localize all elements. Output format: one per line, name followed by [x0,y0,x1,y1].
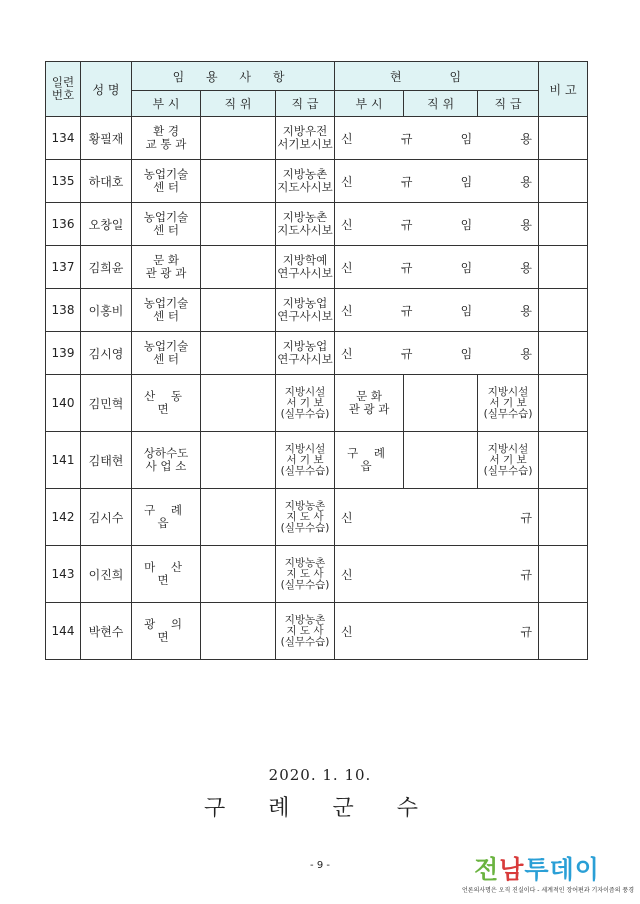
cell-line: 연구사시보 [277,266,333,280]
serial-cell: 139 [46,332,81,375]
cur-dept-cell [335,375,404,432]
status-char: 신 [341,303,353,318]
cell-line: 구 례 읍 [144,503,188,530]
cell-line: 문 화 [356,389,382,403]
status-char: 규 [400,260,413,275]
remarks-cell [539,160,588,203]
cell-line: 지 도 사 [286,567,324,580]
remarks-cell [539,489,588,546]
table-row [46,489,588,546]
current-status [335,345,538,362]
status-char: 신 [341,131,353,146]
dept-cell [132,117,201,160]
cell-line: 지방우전 [282,124,328,138]
table-row [46,289,588,332]
table-row [46,117,588,160]
remarks-cell [539,203,588,246]
cell-line: 농업기술 [143,339,189,353]
cell-line: 지방농촌 [284,499,326,512]
serial-cell: 141 [46,432,81,489]
status-char: 신 [341,510,353,525]
cell-line: 지방시설 [487,385,529,398]
cell-line: 센 터 [153,223,179,237]
serial-cell: 142 [46,489,81,546]
current-status [335,509,538,526]
header-serial [46,62,81,117]
serial-cell: 138 [46,289,81,332]
position-cell [201,603,276,660]
cell-line: 센 터 [153,180,179,194]
status-char: 용 [520,260,533,275]
position-cell [201,332,276,375]
current-cell [335,603,539,660]
dept-cell [132,489,201,546]
grade-cell [276,160,335,203]
cell-line: 연구사시보 [277,352,333,366]
grade-cell [276,375,335,432]
name-cell: 김민혁 [81,375,132,432]
cell-line: 연구사시보 [277,309,333,323]
header-cur-grade: 직 급 [478,91,539,117]
cell-line: (실무수습) [483,464,533,477]
current-status [335,216,538,233]
cur-grade-cell [478,375,539,432]
status-char: 규 [400,217,413,232]
status-char: 규 [400,303,413,318]
remarks-cell [539,603,588,660]
table-row [46,432,588,489]
cell-line: 관 광 과 [145,266,187,280]
cell-line: 지방시설 [284,442,326,455]
status-char: 임 [460,303,473,318]
cell-line: 지방농촌 [282,167,328,181]
position-cell [201,289,276,332]
header-cur-position: 직 위 [404,91,478,117]
cell-line: 서 기 보 [286,453,324,466]
dept-cell [132,160,201,203]
position-cell [201,246,276,289]
dept-cell [132,246,201,289]
current-status [335,259,538,276]
current-cell [335,332,539,375]
serial-cell: 144 [46,603,81,660]
grade-cell [276,332,335,375]
header-appointment: 임 용 사 항 [132,62,335,91]
cur-position-cell [404,375,478,432]
status-char: 신 [341,174,353,189]
status-char: 임 [460,131,473,146]
cell-line: (실무수습) [280,521,330,534]
name-cell: 이진희 [81,546,132,603]
serial-cell: 136 [46,203,81,246]
remarks-cell [539,332,588,375]
cell-line: 지방시설 [487,442,529,455]
current-cell [335,546,539,603]
status-char: 규 [400,346,413,361]
status-char: 규 [520,624,533,639]
cell-line: (실무수습) [483,407,533,420]
cur-position-cell [404,432,478,489]
cell-line: 지도사시보 [277,180,333,194]
status-char: 신 [341,346,353,361]
name-cell: 김시영 [81,332,132,375]
serial-cell: 135 [46,160,81,203]
cell-line: (실무수습) [280,407,330,420]
status-char: 용 [520,303,533,318]
header-serial-top: 일련 [51,75,75,89]
serial-cell: 143 [46,546,81,603]
dept-cell [132,203,201,246]
header-cur-dept: 부 시 [335,91,404,117]
status-char: 임 [460,346,473,361]
position-cell [201,117,276,160]
remarks-cell [539,546,588,603]
cell-line: 지방농업 [282,296,328,310]
cell-line: 구 례 읍 [347,446,391,473]
cell-line: 관 광 과 [348,402,390,416]
grade-cell [276,546,335,603]
cell-line: 지방학예 [282,253,328,267]
grade-cell [276,117,335,160]
header-remarks: 비 고 [539,62,588,117]
status-char: 용 [520,346,533,361]
status-char: 신 [341,567,353,582]
table-row [46,603,588,660]
remarks-cell [539,246,588,289]
current-cell [335,246,539,289]
cell-line: 지방농업 [282,339,328,353]
cell-line: (실무수습) [280,635,330,648]
header-serial-bottom: 번호 [51,88,75,102]
position-cell [201,432,276,489]
cell-line: 농업기술 [143,167,189,181]
page-number: - 9 - [310,860,330,871]
cell-line: 농업기술 [143,296,189,310]
issue-date: 2020. 1. 10. [268,766,372,784]
dept-cell [132,332,201,375]
cell-line: (실무수습) [280,464,330,477]
table-row [46,546,588,603]
remarks-cell [539,289,588,332]
name-cell: 김희윤 [81,246,132,289]
header-dept: 부 시 [132,91,201,117]
status-char: 규 [400,131,413,146]
current-cell [335,117,539,160]
grade-cell [276,246,335,289]
remarks-cell [539,375,588,432]
position-cell [201,375,276,432]
position-cell [201,489,276,546]
cell-line: 서 기 보 [286,396,324,409]
status-char: 용 [520,131,533,146]
name-cell: 박현수 [81,603,132,660]
status-char: 신 [341,217,353,232]
cell-line: 센 터 [153,352,179,366]
current-status [335,566,538,583]
dept-cell [132,603,201,660]
status-char: 용 [520,217,533,232]
current-status [335,130,538,147]
dept-cell [132,289,201,332]
position-cell [201,160,276,203]
cur-dept-cell [335,432,404,489]
header-name: 성 명 [81,62,132,117]
cell-line: 상하수도 [143,446,189,460]
grade-cell [276,289,335,332]
cur-grade-cell [478,432,539,489]
current-cell [335,203,539,246]
current-cell [335,489,539,546]
logo-tagline: 언론의사명은 오직 진실이다 - 세계적인 장어편과 기자이즘의 풍경 [462,887,635,894]
dept-cell [132,546,201,603]
grade-cell [276,432,335,489]
remarks-cell [539,432,588,489]
cell-line: 지방농촌 [284,613,326,626]
status-char: 신 [341,260,353,275]
dept-cell [132,432,201,489]
cell-line: 사 업 소 [145,459,187,473]
cell-line: 센 터 [153,309,179,323]
table-row [46,375,588,432]
newspaper-logo [462,855,635,894]
position-cell [201,203,276,246]
current-status [335,173,538,190]
status-char: 임 [460,174,473,189]
status-char: 임 [460,260,473,275]
cell-line: 지 도 사 [286,510,324,523]
remarks-cell [539,117,588,160]
cell-line: 지 도 사 [286,624,324,637]
status-char: 신 [341,624,353,639]
cell-line: 환 경 [153,124,179,138]
header-row-1 [46,62,588,91]
cell-line: 서기보시보 [277,137,333,151]
status-char: 용 [520,174,533,189]
logo-wordmark [462,856,612,884]
status-char: 규 [520,567,533,582]
cell-line: 마 산 면 [144,560,188,587]
name-cell: 김시수 [81,489,132,546]
cell-line: 지방농촌 [284,556,326,569]
table-row [46,160,588,203]
dept-cell [132,375,201,432]
cell-line: 교 통 과 [145,137,187,151]
table-row [46,332,588,375]
status-char: 규 [400,174,413,189]
cell-line: 서 기 보 [489,396,527,409]
position-cell [201,546,276,603]
cell-line: 지도사시보 [277,223,333,237]
name-cell: 황필재 [81,117,132,160]
cell-line: 지방시설 [284,385,326,398]
status-char: 임 [460,217,473,232]
header-current: 현 임 [335,62,539,91]
serial-cell: 140 [46,375,81,432]
grade-cell [276,603,335,660]
name-cell: 하대호 [81,160,132,203]
issuer-name: 구 례 군 수 [204,796,436,821]
header-grade: 직 급 [276,91,335,117]
current-cell [335,160,539,203]
name-cell: 오창일 [81,203,132,246]
cell-line: 문 화 [153,253,179,267]
cell-line: 지방농촌 [282,210,328,224]
logo-text-3: 투데이 [524,855,600,884]
header-position: 직 위 [201,91,276,117]
grade-cell [276,203,335,246]
logo-text-2: 남 [499,855,525,884]
table-row [46,246,588,289]
serial-cell: 134 [46,117,81,160]
logo-text-1: 전 [474,855,500,884]
current-status [335,302,538,319]
serial-cell: 137 [46,246,81,289]
current-cell [335,289,539,332]
cell-line: 산 동 면 [144,389,188,416]
cell-line: 광 의 면 [144,617,188,644]
status-char: 규 [520,510,533,525]
appointment-table [45,61,588,660]
cell-line: 서 기 보 [489,453,527,466]
cell-line: 농업기술 [143,210,189,224]
table-row [46,203,588,246]
current-status [335,623,538,640]
name-cell: 이홍비 [81,289,132,332]
cell-line: (실무수습) [280,578,330,591]
name-cell: 김태현 [81,432,132,489]
grade-cell [276,489,335,546]
